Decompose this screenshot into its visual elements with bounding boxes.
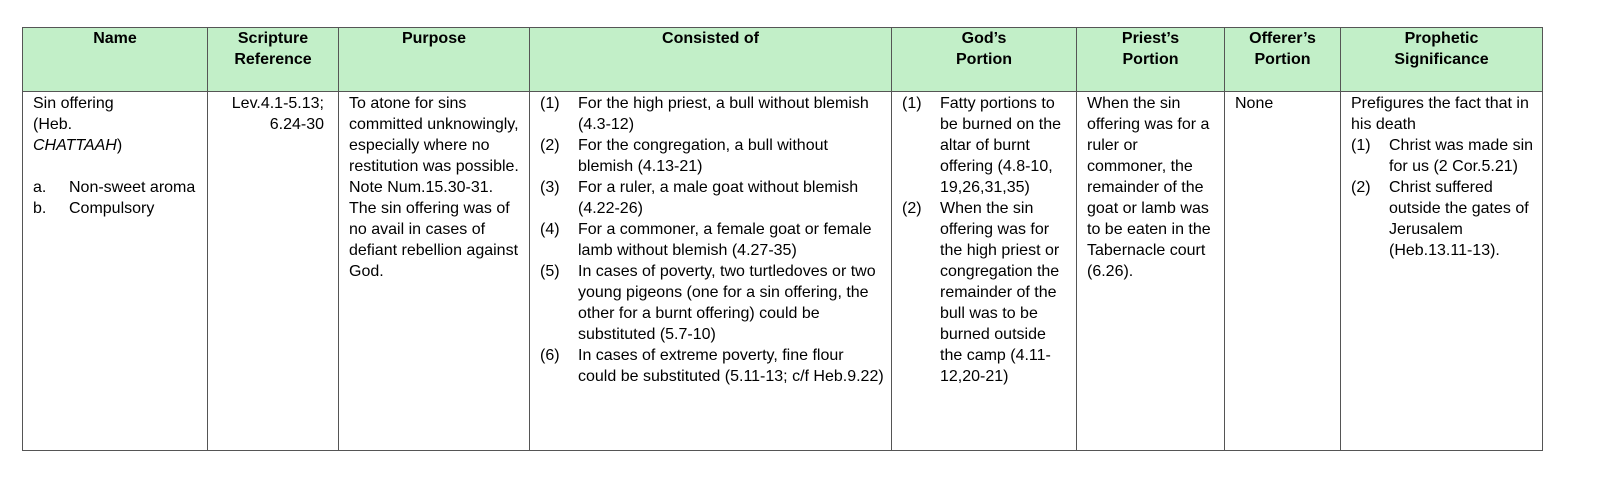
header-purpose: Purpose — [339, 28, 530, 92]
list-item: (5) In cases of poverty, two turtledoves or two young pigeons (one for a sin offering, the other for a burnt offering) could be substituted (5.7-10) — [540, 263, 876, 343]
header-priests-portion: Priest’s Portion — [1077, 28, 1225, 92]
hebrew-name: (Heb. CHATTAAH) — [33, 116, 123, 154]
offering-title: Sin offering — [33, 95, 114, 112]
cell-offerers-portion: None — [1225, 92, 1341, 451]
list-item: (2) For the congregation, a bull without blemish (4.13-21) — [540, 137, 828, 175]
list-item: (1) Christ was made sin for us (2 Cor.5.21) — [1351, 137, 1534, 175]
list-item: (2) Christ suffered outside the gates of Jerusalem (Heb.13.11-13). — [1351, 179, 1529, 259]
list-item: (2) When the sin offering was for the high priest or congregation the remainder of the bull was to be burned outside the camp (4.11-12,20-21) — [902, 200, 1060, 385]
list-item: (4) For a commoner, a female goat or female lamb without blemish (4.27-35) — [540, 221, 872, 259]
header-gods-portion: God’s Portion — [892, 28, 1077, 92]
table-row — [23, 92, 1543, 451]
header-scripture-reference: Scripture Reference — [208, 28, 339, 92]
list-item: (6) In cases of extreme poverty, fine flour could be substituted (5.11-13; c/f Heb.9.22) — [540, 347, 884, 385]
header-offerers-portion: Offerer’s Portion — [1225, 28, 1341, 92]
list-item: (1) For the high priest, a bull without blemish (4.3-12) — [540, 95, 869, 133]
header-consisted-of: Consisted of — [530, 28, 892, 92]
header-name: Name — [23, 28, 208, 92]
list-item: a. Non-sweet aroma — [33, 179, 196, 196]
prophetic-intro: Prefigures the fact that in his death — [1351, 95, 1529, 133]
cell-prophetic-significance — [1341, 92, 1543, 451]
list-item: (3) For a ruler, a male goat without blemish (4.22-26) — [540, 179, 859, 217]
list-item: b. Compulsory — [33, 200, 155, 217]
cell-gods-portion — [892, 92, 1077, 451]
header-row — [23, 28, 1543, 92]
cell-priests-portion: When the sin offering was for a ruler or commoner, the remainder of the goat or lamb was to be eaten in the Tabernacle court (6.26). — [1077, 92, 1225, 451]
cell-scripture-reference: Lev.4.1-5.13; 6.24-30 — [208, 92, 339, 451]
cell-name — [23, 92, 208, 451]
header-prophetic-significance: Prophetic Significance — [1341, 28, 1543, 92]
list-item: (1) Fatty portions to be burned on the altar of burnt offering (4.8-10, 19,26,31,35) — [902, 95, 1061, 196]
cell-consisted-of — [530, 92, 892, 451]
offerings-table — [22, 27, 1543, 451]
cell-purpose: To atone for sins committed unknowingly, especially where no restitution was possible. Note Num.15.30-31. The sin offering was of no avail in cases of defiant rebellion against God. — [339, 92, 530, 451]
